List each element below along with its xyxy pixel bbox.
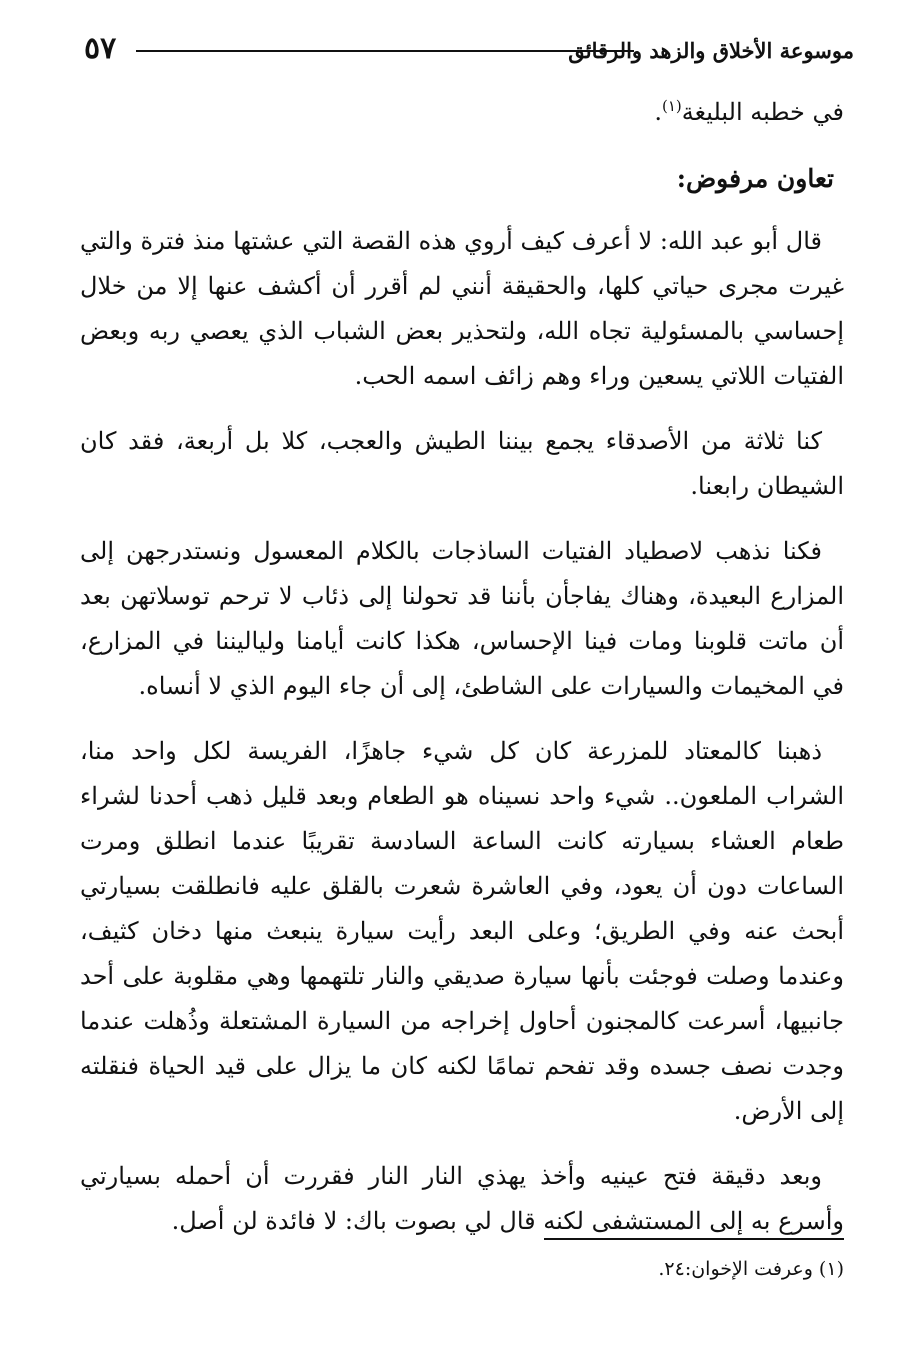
section-heading: تعاون مرفوض: xyxy=(676,164,834,193)
paragraph: قال أبو عبد الله: لا أعرف كيف أروي هذه القصة التي عشتها منذ فترة والتي غيرت مجرى حياتي كلها، والحقيقة أنني لم أقرر أن أكشف عنها إلا من خلال إحساسي بالمسئولية تجاه الله، ولتحذير بعض الشباب الذي يعصي ربه وبعض الفتيات اللاتي يسعين وراء وهم زائف اسمه الحب. xyxy=(80,227,845,390)
opening-text: في خطبه البليغة xyxy=(681,98,844,126)
paragraph: وبعد دقيقة فتح عينيه وأخذ يهذي النار النار فقررت أن أحمله بسيارتي وأسرع به إلى المستشفى لكنه قال لي بصوت باك: لا فائدة لن أصل. xyxy=(80,1162,844,1235)
body-text xyxy=(80,90,844,1264)
footnote-reference: (١) xyxy=(661,97,682,115)
paragraph: ذهبنا كالمعتاد للمزرعة كان كل شيء جاهزًا، الفريسة لكل واحد منا، الشراب الملعون.. شيء واحد نسيناه هو الطعام وبعد قليل ذهب أحدنا لشراء طعام العشاء بسيارته كانت الساعة السادسة تقريبًا عندما انطلق ومرت الساعات دون أن يعود، وفي العاشرة شعرت بالقلق عليه فانطلقت بسيارتي أبحث عنه وفي الطريق؛ وعلى البعد رأيت سيارة ينبعث منها دخان كثيف، وعندما وصلت فوجئت بأنها سيارة صديقي والنار تلتهمها وهي مقلوبة على أحد جانبيها، أسرعت كالمجنون أحاول إخراجه من السيارة المشتعلة وذُهلت عندما وجدت نصف جسده وقد تفحم تمامًا لكنه كان ما يزال على قيد الحياة فنقلته إلى الأرض. xyxy=(80,737,844,1125)
header-rule xyxy=(136,50,634,52)
opening-line xyxy=(80,90,844,135)
page-header xyxy=(84,30,854,70)
paragraph: كنا ثلاثة من الأصدقاء يجمع بيننا الطيش والعجب، كلا بل أربعة، فقد كان الشيطان رابعنا. xyxy=(80,427,844,500)
footnote: (١) وعرفت الإخوان:٢٤. xyxy=(658,1258,844,1280)
paragraph: فكنا نذهب لاصطياد الفتيات الساذجات بالكلام المعسول ونستدرجهن إلى المزارع البعيدة، وهناك يفاجأن بأننا قد تحولنا إلى ذئاب لا ترحم توسلاتهن بعد أن ماتت قلوبنا ومات فينا الإحساس، هكذا كانت أيامنا ولياليننا في المزارع، في المخيمات والسيارات على الشاطئ، إلى أن جاء اليوم الذي لا أنساه. xyxy=(80,537,844,700)
opening-end: . xyxy=(654,98,662,126)
page-number: ٥٧ xyxy=(84,31,117,66)
book-title: موسوعة الأخلاق والزهد والرقائق xyxy=(568,38,854,63)
footnote-rule xyxy=(544,1238,844,1240)
